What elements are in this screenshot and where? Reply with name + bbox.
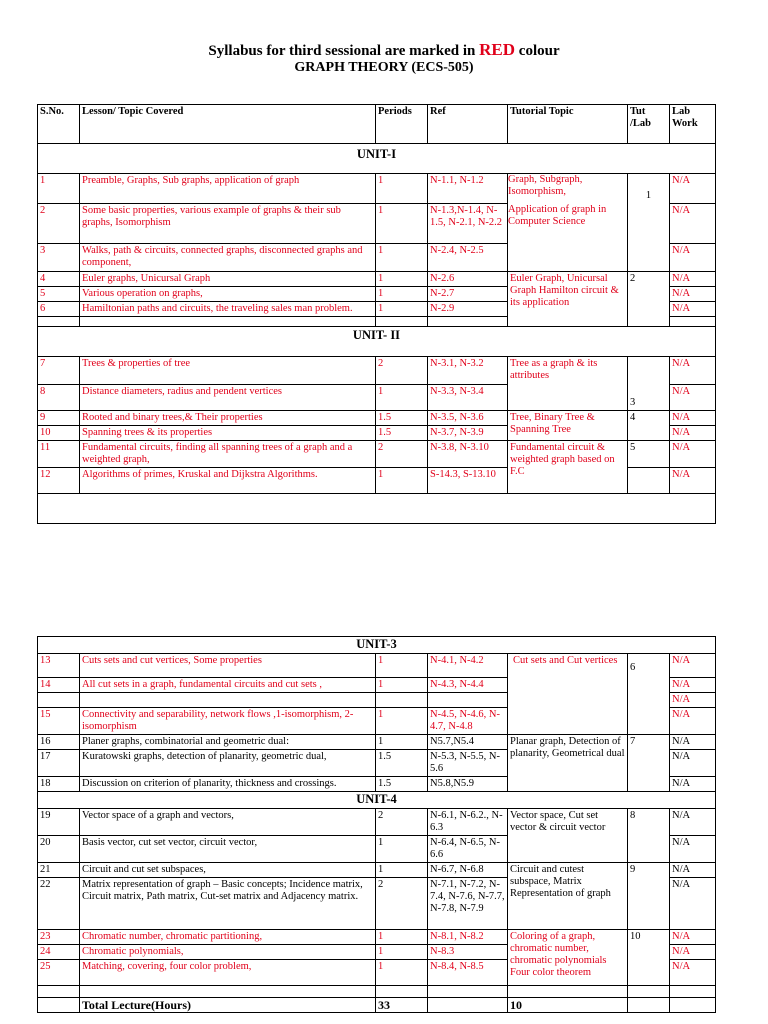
cell-ref: N-2.4, N-2.5 xyxy=(428,244,508,272)
cell-periods: 1 xyxy=(376,385,428,411)
cell-lab: N/A xyxy=(670,302,716,317)
cell-topic: Circuit and cut set subspaces, xyxy=(80,863,376,878)
cell-topic: Walks, path & circuits, connected graphs, disconnected graphs and component, xyxy=(80,244,376,272)
cell-periods: 1.5 xyxy=(376,750,428,777)
table-row xyxy=(38,411,716,426)
title-red-word: RED xyxy=(479,40,516,59)
cell-lab: N/A xyxy=(670,272,716,287)
cell-lab: N/A xyxy=(670,878,716,930)
empty-row xyxy=(38,494,716,524)
cell-tutlab: 7 xyxy=(628,735,670,792)
cell-topic: Hamiltonian paths and circuits, the traveling sales man problem. xyxy=(80,302,376,317)
cell-lab: N/A xyxy=(670,385,716,411)
cell-topic: Spanning trees & its properties xyxy=(80,426,376,441)
cell-sno: 2 xyxy=(38,204,80,244)
cell-periods: 1 xyxy=(376,272,428,287)
cell-sno: 19 xyxy=(38,809,80,836)
cell-ref: N-4.3, N-4.4 xyxy=(428,678,508,693)
tutorial-topic: Euler Graph, Unicursal Graph Hamilton circuit & its application xyxy=(508,272,628,327)
cell-lab: N/A xyxy=(670,836,716,863)
cell-tutlab: 3 xyxy=(628,357,670,411)
table-row xyxy=(38,174,716,204)
cell-sno: 16 xyxy=(38,735,80,750)
cell-periods: 1 xyxy=(376,204,428,244)
cell-periods: 1 xyxy=(376,708,428,735)
cell-tutlab: 6 xyxy=(628,654,670,735)
cell-ref: N5.8,N5.9 xyxy=(428,777,508,792)
cell-tutlab: 2 xyxy=(628,272,670,327)
cell-ref: N-8.3 xyxy=(428,945,508,960)
cell-ref: N-8.4, N-8.5 xyxy=(428,960,508,986)
cell-ref: N-3.5, N-3.6 xyxy=(428,411,508,426)
table-row xyxy=(38,272,716,287)
table-row xyxy=(38,357,716,385)
cell-periods: 1 xyxy=(376,174,428,204)
cell-sno: 20 xyxy=(38,836,80,863)
cell-lab: N/A xyxy=(670,863,716,878)
cell-periods: 1 xyxy=(376,930,428,945)
cell-tutlab: 9 xyxy=(628,863,670,930)
cell-topic: Euler graphs, Unicursal Graph xyxy=(80,272,376,287)
cell-sno: 10 xyxy=(38,426,80,441)
table-header-row xyxy=(38,105,716,144)
cell-lab: N/A xyxy=(670,960,716,986)
cell-periods: 1 xyxy=(376,678,428,693)
cell-lab: N/A xyxy=(670,244,716,272)
col-header-topic: Lesson/ Topic Covered xyxy=(80,105,376,144)
cell-topic: Basis vector, cut set vector, circuit vector, xyxy=(80,836,376,863)
cell-sno: 22 xyxy=(38,878,80,930)
cell-topic: Some basic properties, various example of graphs & their sub graphs, Isomorphism xyxy=(80,204,376,244)
syllabus-table-part2 xyxy=(37,636,716,1013)
cell-periods: 2 xyxy=(376,357,428,385)
cell-topic: Cuts sets and cut vertices, Some properties xyxy=(80,654,376,678)
tutorial-topic: Application of graph in Computer Science xyxy=(508,204,607,227)
cell-lab: N/A xyxy=(670,809,716,836)
cell-topic: Chromatic polynomials, xyxy=(80,945,376,960)
cell-periods: 1.5 xyxy=(376,411,428,426)
cell-sno: 5 xyxy=(38,287,80,302)
cell-ref: N-8.1, N-8.2 xyxy=(428,930,508,945)
cell-topic: Various operation on graphs, xyxy=(80,287,376,302)
table-row xyxy=(38,863,716,878)
cell-periods: 1 xyxy=(376,945,428,960)
cell-lab: N/A xyxy=(670,750,716,777)
cell-sno: 14 xyxy=(38,678,80,693)
cell-ref: N-6.1, N-6.2., N-6.3 xyxy=(428,809,508,836)
cell-lab: N/A xyxy=(670,945,716,960)
col-header-tutlab: Tut /Lab xyxy=(628,105,670,144)
cell-sno: 8 xyxy=(38,385,80,411)
cell-ref: N-4.5, N-4.6, N-4.7, N-4.8 xyxy=(428,708,508,735)
cell-lab: N/A xyxy=(670,930,716,945)
cell-tutlab: 5 xyxy=(628,441,670,468)
cell-tutlab: 10 xyxy=(628,930,670,986)
cell-sno: 23 xyxy=(38,930,80,945)
course-subtitle: GRAPH THEORY (ECS-505) xyxy=(294,60,474,75)
cell-sno: 9 xyxy=(38,411,80,426)
cell-tutlab: 8 xyxy=(628,809,670,863)
tutorial-topic: Cut sets and Cut vertices xyxy=(508,654,628,735)
cell-sno: 1 xyxy=(38,174,80,204)
cell-periods: 1 xyxy=(376,287,428,302)
tutorial-topic: Circuit and cutest subspace, Matrix Representation of graph xyxy=(508,863,628,930)
unit-row xyxy=(38,792,716,809)
cell-lab: N/A xyxy=(670,426,716,441)
cell-topic: Preamble, Graphs, Sub graphs, application of graph xyxy=(80,174,376,204)
cell-topic: Planer graphs, combinatorial and geometric dual: xyxy=(80,735,376,750)
total-label: Total Lecture(Hours) xyxy=(80,998,376,1013)
title-text-end: colour xyxy=(518,43,560,59)
total-periods: 33 xyxy=(376,998,428,1013)
total-row xyxy=(38,998,716,1013)
cell-lab: N/A xyxy=(670,678,716,693)
cell-ref: N-6.4, N-6.5, N-6.6 xyxy=(428,836,508,863)
cell-lab: N/A xyxy=(670,411,716,426)
unit-heading: UNIT-3 xyxy=(38,637,716,654)
cell-sno: 15 xyxy=(38,708,80,735)
cell-ref: N-3.3, N-3.4 xyxy=(428,385,508,411)
cell-periods: 1 xyxy=(376,302,428,317)
cell-ref: N-2.9 xyxy=(428,302,508,317)
cell-periods: 1 xyxy=(376,654,428,678)
cell-tutlab: 4 xyxy=(628,411,670,441)
cell-sno: 18 xyxy=(38,777,80,792)
unit-heading: UNIT-4 xyxy=(38,792,716,809)
tutorial-topic: Coloring of a graph, chromatic number, chromatic polynomials Four color theorem xyxy=(508,930,628,986)
cell-lab: N/A xyxy=(670,654,716,678)
cell-lab: N/A xyxy=(670,357,716,385)
tutorial-topic: Tree, Binary Tree & Spanning Tree xyxy=(508,411,628,441)
cell-periods: 1 xyxy=(376,735,428,750)
table-row xyxy=(38,809,716,836)
unit-heading: UNIT- II xyxy=(38,327,716,357)
cell-topic: Vector space of a graph and vectors, xyxy=(80,809,376,836)
tutorial-topic: Planar graph, Detection of planarity, Geometrical dual xyxy=(508,735,628,792)
cell-lab: N/A xyxy=(670,693,716,708)
cell-ref: N-5.3, N-5.5, N-5.6 xyxy=(428,750,508,777)
cell-ref: S-14.3, S-13.10 xyxy=(428,468,508,494)
cell-lab: N/A xyxy=(670,735,716,750)
cell-sno: 7 xyxy=(38,357,80,385)
cell-topic: Distance diameters, radius and pendent vertices xyxy=(80,385,376,411)
cell-sno: 6 xyxy=(38,302,80,317)
cell-periods: 2 xyxy=(376,878,428,930)
cell-topic: Algorithms of primes, Kruskal and Dijkstra Algorithms. xyxy=(80,468,376,494)
cell-ref: N-7.1, N-7.2, N-7.4, N-7.6, N-7.7, N-7.8, N-7.9 xyxy=(428,878,508,930)
cell-lab: N/A xyxy=(670,777,716,792)
cell-periods: 1 xyxy=(376,836,428,863)
tutorial-topic: Fundamental circuit & weighted graph based on F.C xyxy=(508,441,628,494)
cell-ref: N-1.3,N-1.4, N-1.5, N-2.1, N-2.2 xyxy=(428,204,508,244)
cell-periods: 1.5 xyxy=(376,426,428,441)
cell-ref: N-6.7, N-6.8 xyxy=(428,863,508,878)
total-tutorials: 10 xyxy=(508,998,628,1013)
cell-topic: Fundamental circuits, finding all spanning trees of a graph and a weighted graph, xyxy=(80,441,376,468)
table-row xyxy=(38,441,716,468)
table-row xyxy=(38,654,716,678)
col-header-tutorial: Tutorial Topic xyxy=(508,105,628,144)
cell-topic: Matrix representation of graph – Basic concepts; Incidence matrix, Circuit matrix, Path matrix, Cut-set matrix and Adjacency matrix. xyxy=(80,878,376,930)
cell-ref: N-3.7, N-3.9 xyxy=(428,426,508,441)
cell-topic: All cut sets in a graph, fundamental circuits and cut sets , xyxy=(80,678,376,693)
cell-sno: 11 xyxy=(38,441,80,468)
tutorial-topic: Graph, Subgraph, Isomorphism, xyxy=(508,174,583,197)
cell-lab: N/A xyxy=(670,204,716,244)
cell-periods: 2 xyxy=(376,441,428,468)
cell-sno: 13 xyxy=(38,654,80,678)
table-row xyxy=(38,930,716,945)
cell-periods: 1 xyxy=(376,244,428,272)
cell-lab: N/A xyxy=(670,441,716,468)
cell-periods: 2 xyxy=(376,809,428,836)
cell-lab: N/A xyxy=(670,468,716,494)
unit-row xyxy=(38,144,716,174)
unit-row xyxy=(38,637,716,654)
table-row xyxy=(38,735,716,750)
col-header-ref: Ref xyxy=(428,105,508,144)
cell-ref: N-1.1, N-1.2 xyxy=(428,174,508,204)
syllabus-table-part1 xyxy=(37,104,716,524)
cell-lab: N/A xyxy=(670,287,716,302)
cell-sno: 24 xyxy=(38,945,80,960)
cell-ref: N-2.6 xyxy=(428,272,508,287)
cell-topic: Trees & properties of tree xyxy=(80,357,376,385)
tutorial-topic: Tree as a graph & its attributes xyxy=(508,357,628,411)
cell-sno: 4 xyxy=(38,272,80,287)
cell-topic: Kuratowski graphs, detection of planarity, geometric dual, xyxy=(80,750,376,777)
cell-topic: Connectivity and separability, network flows ,1-isomorphism, 2-isomorphism xyxy=(80,708,376,735)
cell-sno: 12 xyxy=(38,468,80,494)
cell-topic: Matching, covering, four color problem, xyxy=(80,960,376,986)
cell-topic: Chromatic number, chromatic partitioning, xyxy=(80,930,376,945)
cell-sno: 17 xyxy=(38,750,80,777)
title-text: Syllabus for third sessional are marked in xyxy=(208,43,476,59)
col-header-periods: Periods xyxy=(376,105,428,144)
cell-lab: N/A xyxy=(670,708,716,735)
cell-ref: N-3.8, N-3.10 xyxy=(428,441,508,468)
cell-periods: 1 xyxy=(376,960,428,986)
tutorial-topic: Vector space, Cut set vector & circuit vector xyxy=(508,809,628,863)
unit-row xyxy=(38,327,716,357)
col-header-labwork: Lab Work xyxy=(670,105,716,144)
cell-periods: 1 xyxy=(376,863,428,878)
cell-topic: Discussion on criterion of planarity, thickness and crossings. xyxy=(80,777,376,792)
cell-topic: Rooted and binary trees,& Their properties xyxy=(80,411,376,426)
cell-tutlab: 1 xyxy=(628,174,670,272)
cell-sno: 21 xyxy=(38,863,80,878)
col-header-sno: S.No. xyxy=(38,105,80,144)
cell-periods: 1 xyxy=(376,468,428,494)
cell-lab: N/A xyxy=(670,174,716,204)
unit-heading: UNIT-I xyxy=(38,144,716,174)
cell-sno: 3 xyxy=(38,244,80,272)
document-title xyxy=(0,40,768,60)
cell-ref: N5.7,N5.4 xyxy=(428,735,508,750)
cell-ref: N-3.1, N-3.2 xyxy=(428,357,508,385)
cell-ref: N-4.1, N-4.2 xyxy=(428,654,508,678)
cell-sno: 25 xyxy=(38,960,80,986)
cell-ref: N-2.7 xyxy=(428,287,508,302)
cell-periods: 1.5 xyxy=(376,777,428,792)
empty-row xyxy=(38,986,716,998)
